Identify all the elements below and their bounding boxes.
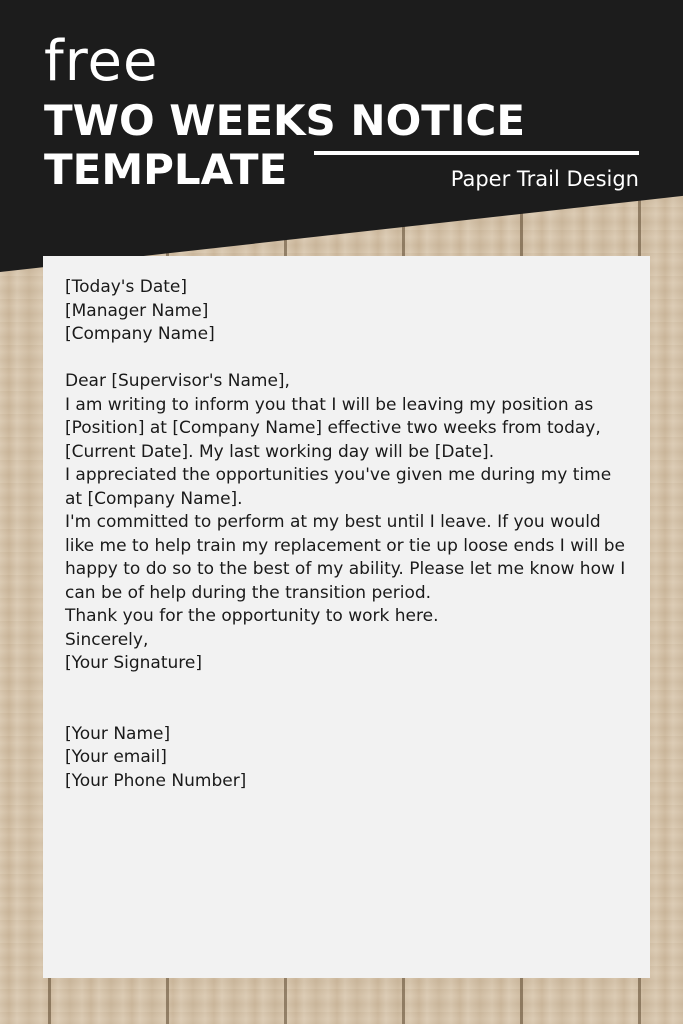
letter-signature: [Your Signature]: [65, 653, 202, 673]
letter-manager: [Manager Name]: [65, 300, 209, 321]
title-divider: [314, 151, 639, 155]
letter-address-block: [65, 276, 628, 347]
letter-closing: Sincerely,: [65, 629, 149, 650]
brand-name: Paper Trail Design: [450, 167, 639, 191]
letter-paragraph-4: Thank you for the opportunity to work here.: [65, 606, 439, 626]
free-label: free: [44, 29, 159, 94]
title-line-2: TEMPLATE: [44, 145, 288, 194]
letter-date: [Today's Date]: [65, 277, 187, 297]
letter-contact-block: [65, 723, 628, 794]
letter-salutation: Dear [Supervisor's Name],: [65, 371, 290, 391]
letter-paragraph-3: I'm committed to perform at my best until I leave. If you would like me to help train my replacement or tie up loose ends I will be happy to do so to the best of my ability. Please let me know how I can be of help during the transition period.: [65, 512, 626, 603]
title-line-1: TWO WEEKS NOTICE: [44, 96, 526, 145]
letter-email: [Your email]: [65, 747, 167, 767]
letter-paragraph-1: I am writing to inform you that I will be leaving my position as [Position] at [Company Name] effective two weeks from today, [Current Date]. My last working day will be [Date].: [65, 394, 601, 462]
letter-card: [43, 256, 650, 978]
letter-company: [Company Name]: [65, 324, 215, 344]
letter-name: [Your Name]: [65, 723, 171, 744]
letter-phone: [Your Phone Number]: [65, 770, 247, 791]
letter-paragraph-2: I appreciated the opportunities you've given me during my time at [Company Name].: [65, 465, 612, 509]
